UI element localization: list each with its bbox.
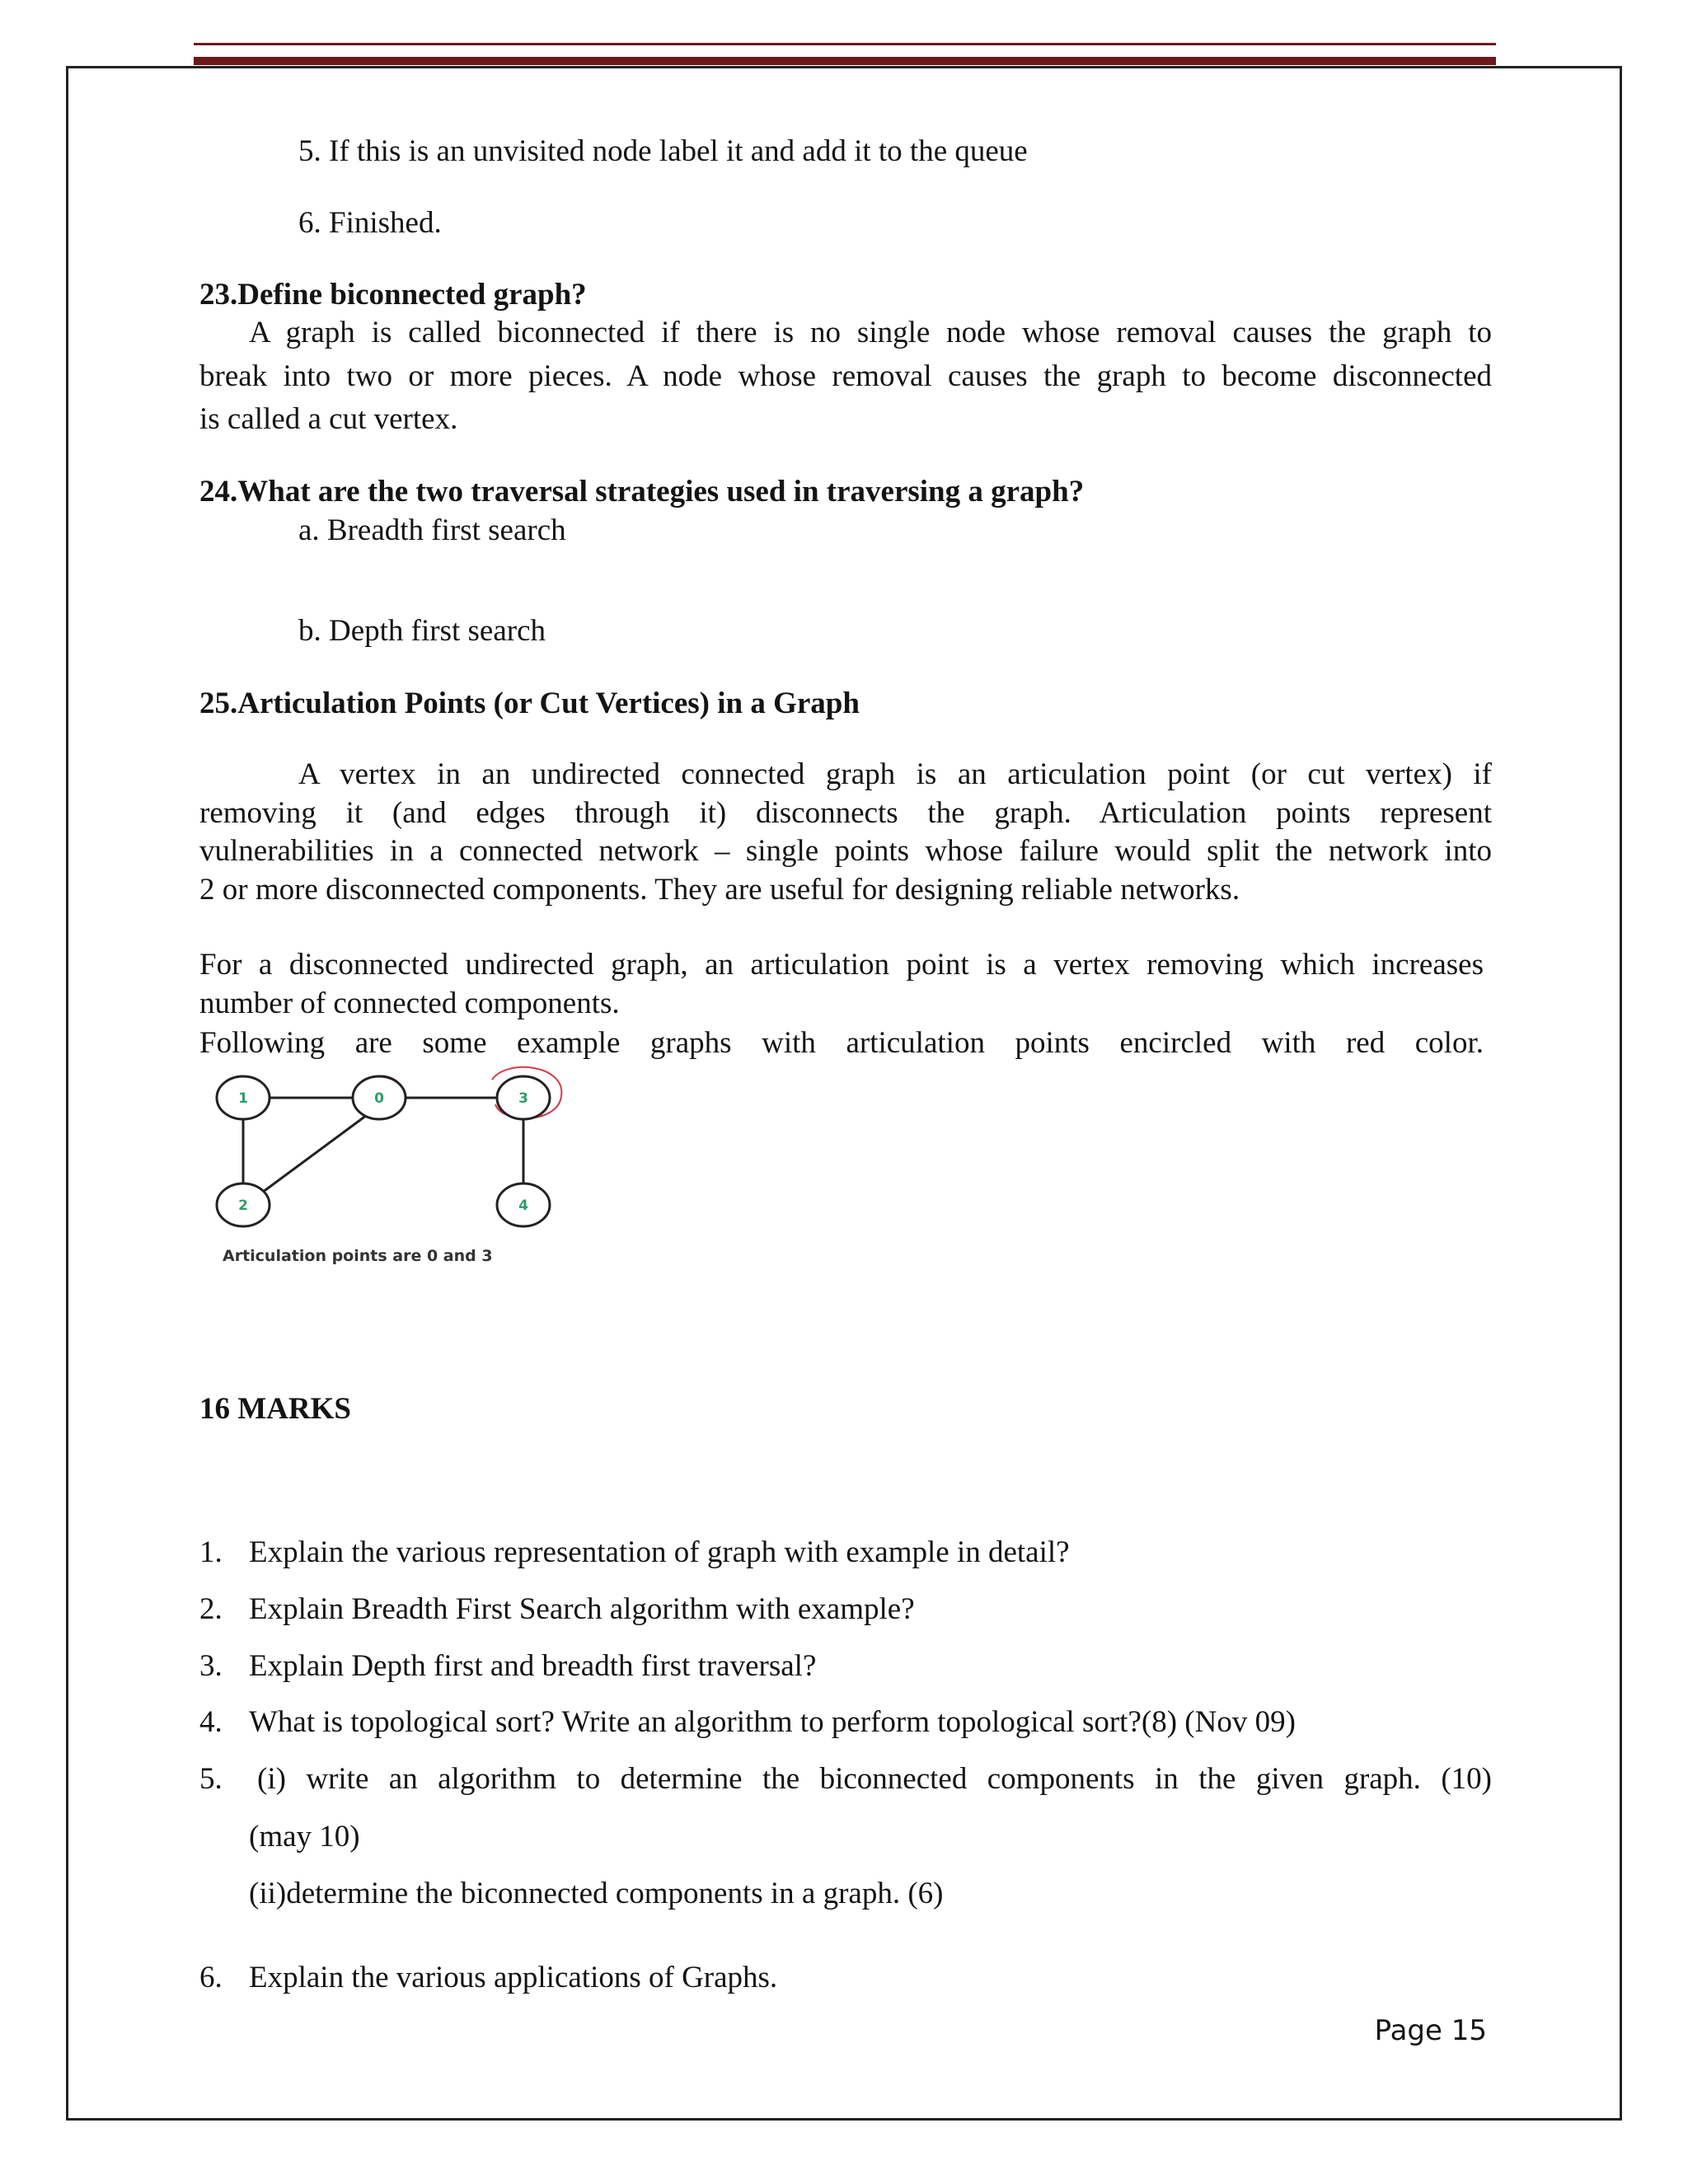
mark-item-number: 6. (199, 1961, 223, 1994)
mark-item-text: (ii)determine the biconnected components in a graph. (6) (249, 1877, 944, 1910)
mark-item-text: (may 10) (249, 1820, 360, 1854)
mark-item-text: Explain the various representation of graph with example in detail? (249, 1535, 1070, 1569)
mark-item-number: 3. (199, 1649, 223, 1683)
q25-p2-line2: number of connected components. (199, 987, 620, 1020)
q23-title: 23.Define biconnected graph? (199, 278, 587, 312)
q25-p1-line3: vulnerabilities in a connected network – single points whose failure would split the network into (199, 834, 1492, 868)
q25-p1-line4: 2 or more disconnected components. They are useful for designing reliable networks. (199, 873, 1240, 907)
q25-p1-line2: removing it (and edges through it) disconnects the graph. Articulation points represent (199, 796, 1492, 830)
q23-line3: is called a cut vertex. (199, 402, 458, 436)
edge-0-2 (250, 1106, 379, 1202)
q23-line2: break into two or more pieces. A node whose removal causes the graph to become disconnected (199, 359, 1492, 393)
articulation-graph-figure (202, 1063, 581, 1277)
mark-item-text: Explain Depth first and breadth first traversal? (249, 1649, 817, 1683)
header-rule-thick (194, 57, 1496, 65)
node-label-2: 2 (238, 1197, 248, 1214)
q24-option-a: a. Breadth first search (298, 513, 566, 547)
mark-item-number: 1. (199, 1535, 223, 1569)
q25-p2-line1: For a disconnected undirected graph, an articulation point is a vertex removing which increases (199, 948, 1484, 982)
marks-heading: 16 MARKS (199, 1392, 351, 1426)
q24-title: 24.What are the two traversal strategies used in traversing a graph? (199, 475, 1085, 509)
header-rule-thin (194, 43, 1496, 45)
q25-p1-line1: A vertex in an undirected connected graph is an articulation point (or cut vertex) if (298, 757, 1492, 791)
q25-p2-line3: Following are some example graphs with articulation points encircled with red color. (199, 1026, 1484, 1060)
mark-item-number: 2. (199, 1592, 223, 1626)
node-label-4: 4 (518, 1197, 528, 1214)
node-label-3: 3 (518, 1090, 528, 1107)
q25-title: 25.Articulation Points (or Cut Vertices) in a Graph (199, 687, 860, 720)
bfs-step-5: 5. If this is an unvisited node label it and add it to the queue (298, 134, 1028, 168)
mark-item-text: Explain the various applications of Graphs. (249, 1961, 778, 1994)
q23-line1: A graph is called biconnected if there is no single node whose removal causes the graph to (249, 316, 1492, 349)
node-label-1: 1 (238, 1090, 248, 1107)
page-number: Page 15 (1374, 2014, 1487, 2047)
node-label-0: 0 (374, 1090, 384, 1107)
bfs-step-6: 6. Finished. (298, 206, 442, 240)
q24-option-b: b. Depth first search (298, 614, 546, 648)
mark-item-text: Explain Breadth First Search algorithm with example? (249, 1592, 915, 1626)
figure-caption: Articulation points are 0 and 3 (223, 1247, 493, 1265)
mark-item-number: 5. (199, 1762, 223, 1796)
mark-item-text: What is topological sort? Write an algorithm to perform topological sort?(8) (Nov 09) (249, 1705, 1296, 1739)
mark-item-text: (i) write an algorithm to determine the biconnected components in the given graph. (10) (257, 1762, 1492, 1796)
mark-item-number: 4. (199, 1705, 223, 1739)
